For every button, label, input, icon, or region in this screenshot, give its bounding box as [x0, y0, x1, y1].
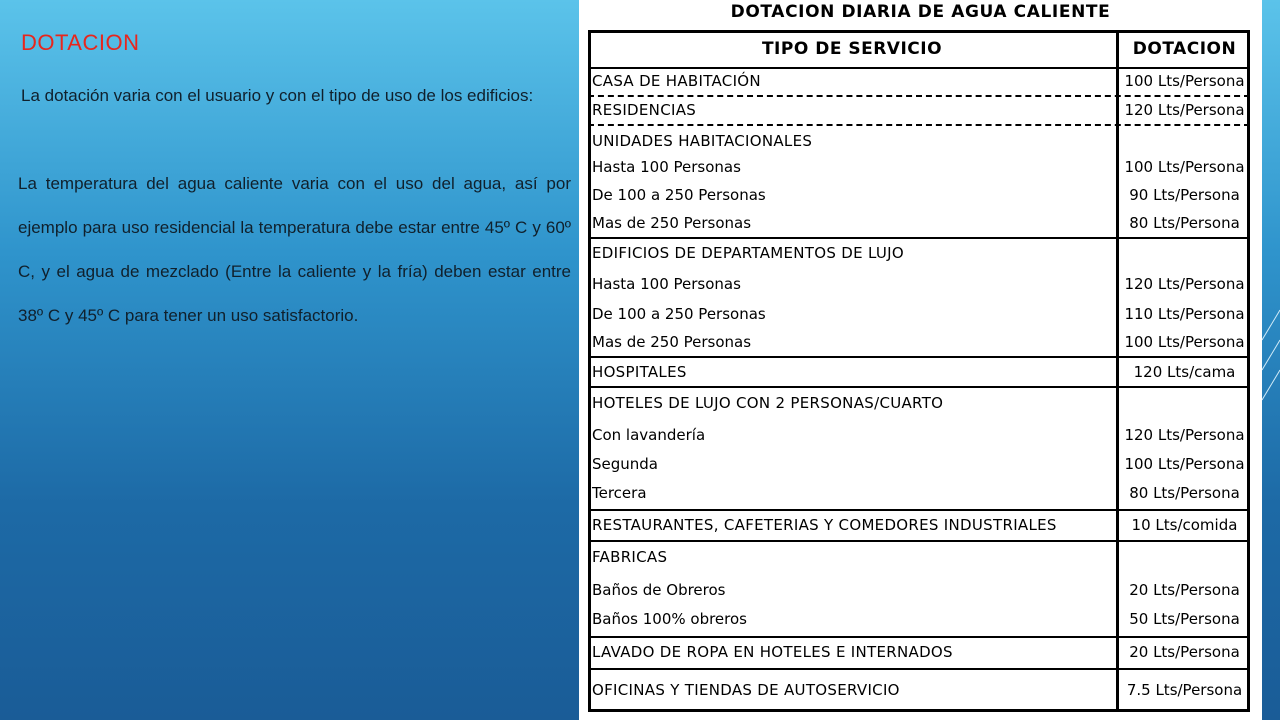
table-cell-dotacion: [1119, 543, 1250, 571]
table-cell-service: Mas de 250 Personas: [592, 333, 752, 351]
table-cell-service: Hasta 100 Personas: [592, 158, 741, 176]
table-cell-service: Baños 100% obreros: [592, 610, 747, 628]
table-cell-dotacion: 80 Lts/Persona: [1129, 484, 1240, 502]
decorative-lines: [1262, 300, 1280, 420]
table-cell-dotacion: 110 Lts/Persona: [1124, 305, 1245, 323]
table-cell-service: EDIFICIOS DE DEPARTAMENTOS DE LUJO: [592, 244, 904, 262]
column-header-service: TIPO DE SERVICIO: [761, 39, 943, 59]
table-cell-service: RESTAURANTES, CAFETERIAS Y COMEDORES INDUSTRIALES: [592, 516, 1057, 534]
table-row-divider: [588, 356, 1250, 358]
table-cell-service: UNIDADES HABITACIONALES: [592, 132, 813, 150]
table-cell-service: OFICINAS Y TIENDAS DE AUTOSERVICIO: [592, 681, 900, 699]
table-panel: [579, 0, 1262, 720]
table-cell-service: HOTELES DE LUJO CON 2 PERSONAS/CUARTO: [592, 394, 944, 412]
table-row-divider: [588, 540, 1250, 542]
table-cell-service: FABRICAS: [592, 548, 668, 566]
table-row-divider: [588, 124, 1250, 126]
table-cell-dotacion: 80 Lts/Persona: [1129, 214, 1240, 232]
table-row-divider: [588, 237, 1250, 239]
table-cell-dotacion: 10 Lts/comida: [1131, 516, 1238, 534]
table-cell-service: Tercera: [592, 484, 647, 502]
table-row-divider: [588, 386, 1250, 388]
table-cell-dotacion: 120 Lts/Persona: [1124, 426, 1245, 444]
slide-heading: DOTACION: [21, 30, 140, 55]
table-cell-service: Hasta 100 Personas: [592, 275, 741, 293]
table-row-divider: [588, 668, 1250, 670]
table-cell-service: HOSPITALES: [592, 363, 687, 381]
table-cell-dotacion: 100 Lts/Persona: [1124, 72, 1245, 90]
table-cell-dotacion: 20 Lts/Persona: [1129, 643, 1240, 661]
table-cell-dotacion: 120 Lts/cama: [1133, 363, 1236, 381]
table-cell-service: Mas de 250 Personas: [592, 214, 752, 232]
table-row-divider: [588, 636, 1250, 638]
table-cell-service: Con lavandería: [592, 426, 706, 444]
table-cell-service: CASA DE HABITACIÓN: [592, 72, 761, 90]
table-cell-service: Segunda: [592, 455, 658, 473]
table-cell-dotacion: [1119, 239, 1250, 267]
table-cell-dotacion: 120 Lts/Persona: [1124, 275, 1245, 293]
table-cell-dotacion: 100 Lts/Persona: [1124, 158, 1245, 176]
table-title: DOTACION DIARIA DE AGUA CALIENTE: [730, 2, 1111, 22]
table-cell-dotacion: [1119, 127, 1250, 155]
table-cell-dotacion: 20 Lts/Persona: [1129, 581, 1240, 599]
table-cell-service: Baños de Obreros: [592, 581, 726, 599]
table-cell-service: De 100 a 250 Personas: [592, 305, 766, 323]
body-paragraph: La temperatura del agua caliente varia con el uso del agua, así por ejemplo para uso residencial la temperatura debe estar entre 45º C y 60º C, y el agua de mezclado (Entre la caliente y la fría) deben estar entre 38º C y 45º C para tener un uso satisfactorio.: [18, 174, 571, 325]
table-cell-dotacion: [1119, 389, 1250, 417]
column-header-dotacion: DOTACION: [1132, 39, 1237, 59]
table-cell-service: RESIDENCIAS: [592, 101, 697, 119]
table-cell-service: De 100 a 250 Personas: [592, 186, 766, 204]
table-row-divider: [588, 509, 1250, 511]
table-cell-dotacion: 120 Lts/Persona: [1124, 101, 1245, 119]
table-cell-dotacion: 50 Lts/Persona: [1129, 610, 1240, 628]
table-cell-dotacion: 100 Lts/Persona: [1124, 333, 1245, 351]
intro-paragraph: La dotación varia con el usuario y con el tipo de uso de los edificios:: [21, 86, 534, 105]
table-row-divider: [588, 95, 1250, 97]
table-row-divider: [588, 67, 1250, 69]
table-cell-dotacion: 7.5 Lts/Persona: [1126, 681, 1243, 699]
table-cell-dotacion: 100 Lts/Persona: [1124, 455, 1245, 473]
table-cell-dotacion: 90 Lts/Persona: [1129, 186, 1240, 204]
table-cell-service: LAVADO DE ROPA EN HOTELES E INTERNADOS: [592, 643, 953, 661]
